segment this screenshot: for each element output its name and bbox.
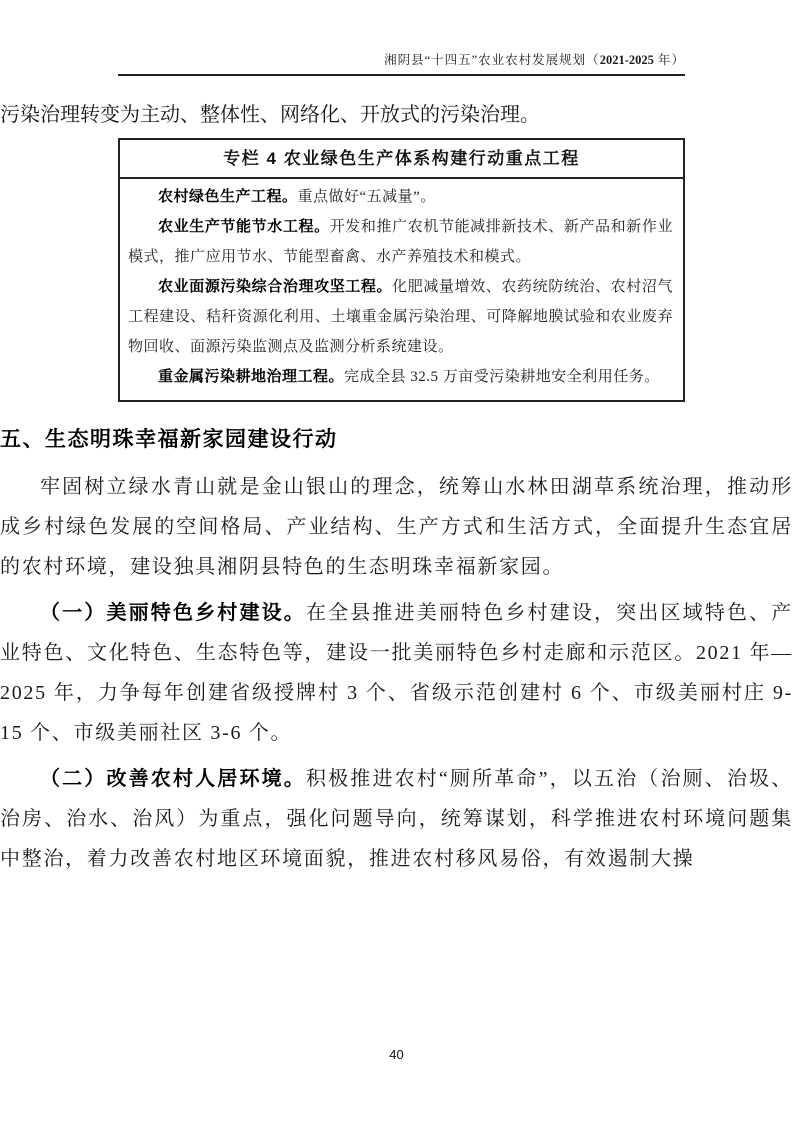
section-heading: 五、生态明珠幸福新家园建设行动 — [0, 428, 338, 451]
panel-item-text: 重点做好“五减量”。 — [297, 189, 436, 205]
panel-item-lead: 重金属污染耕地治理工程。 — [158, 368, 345, 385]
header-rule — [118, 74, 685, 76]
running-head-prefix: 湘阴县“十四五”农业农村发展规划（ — [384, 53, 600, 67]
panel-item-lead: 农村绿色生产工程。 — [158, 188, 298, 205]
paragraph-lead: （一）美丽特色乡村建设。 — [40, 602, 306, 624]
panel-item — [128, 362, 673, 392]
panel-item-lead: 农业面源污染综合治理攻坚工程。 — [158, 278, 393, 295]
paragraph — [0, 467, 793, 587]
panel-item-text: 化肥减量增效、农药统防统治、农村沼气工程建设、秸秆资源化利用、土壤重金属污染治理、可降解地膜试验和农业废弃物回收、面源污染监测点及监测分析系统建设。 — [128, 279, 673, 355]
panel-column-4 — [118, 138, 685, 402]
running-head-suffix: 年） — [653, 53, 685, 67]
paragraph-text: 在全县推进美丽特色乡村建设，突出区域特色、产业特色、文化特色、生态特色等，建设一批美丽特色乡村走廊和示范区。2021 年—2025 年，力争每年创建省级授牌村 3 个、省级示范创建村 6 个、市级美丽村庄 9-15 个、市级美丽社区 3-6 个。 — [0, 602, 793, 744]
paragraph — [0, 759, 793, 879]
panel-item — [128, 212, 673, 272]
panel-item-text: 完成全县 32.5 万亩受污染耕地安全利用任务。 — [344, 369, 660, 385]
running-head-year: 2021-2025 — [599, 53, 654, 67]
intro-paragraph: 污染治理转变为主动、整体性、网络化、开放式的污染治理。 — [0, 104, 540, 126]
page-number: 40 — [389, 1047, 404, 1062]
document-header — [118, 0, 685, 76]
panel-item-text: 开发和推广农机节能减排新技术、新产品和新作业模式，推广应用节水、节能型畜禽、水产养殖技术和模式。 — [128, 219, 673, 265]
panel-item — [128, 182, 673, 212]
panel-item — [128, 272, 673, 362]
panel-title: 专栏 4 农业绿色生产体系构建行动重点工程 — [120, 140, 683, 179]
paragraph — [0, 593, 793, 753]
paragraph-text: 积极推进农村“厕所革命”，以五治（治厕、治圾、治房、治水、治风）为重点，强化问题导向，统筹谋划，科学推进农村环境问题集中整治，着力改善农村地区环境面貌，推进农村移风易俗，有效遏制大操 — [0, 768, 793, 870]
panel-body — [120, 179, 683, 400]
paragraph-lead: （二）改善农村人居环境。 — [40, 768, 306, 790]
panel-item-lead: 农业生产节能节水工程。 — [158, 218, 330, 235]
running-head — [118, 52, 685, 68]
paragraph-text: 牢固树立绿水青山就是金山银山的理念，统筹山水林田湖草系统治理，推动形成乡村绿色发展的空间格局、产业结构、生产方式和生活方式，全面提升生态宜居的农村环境，建设独具湘阴县特色的生态明珠幸福新家园。 — [0, 476, 793, 578]
